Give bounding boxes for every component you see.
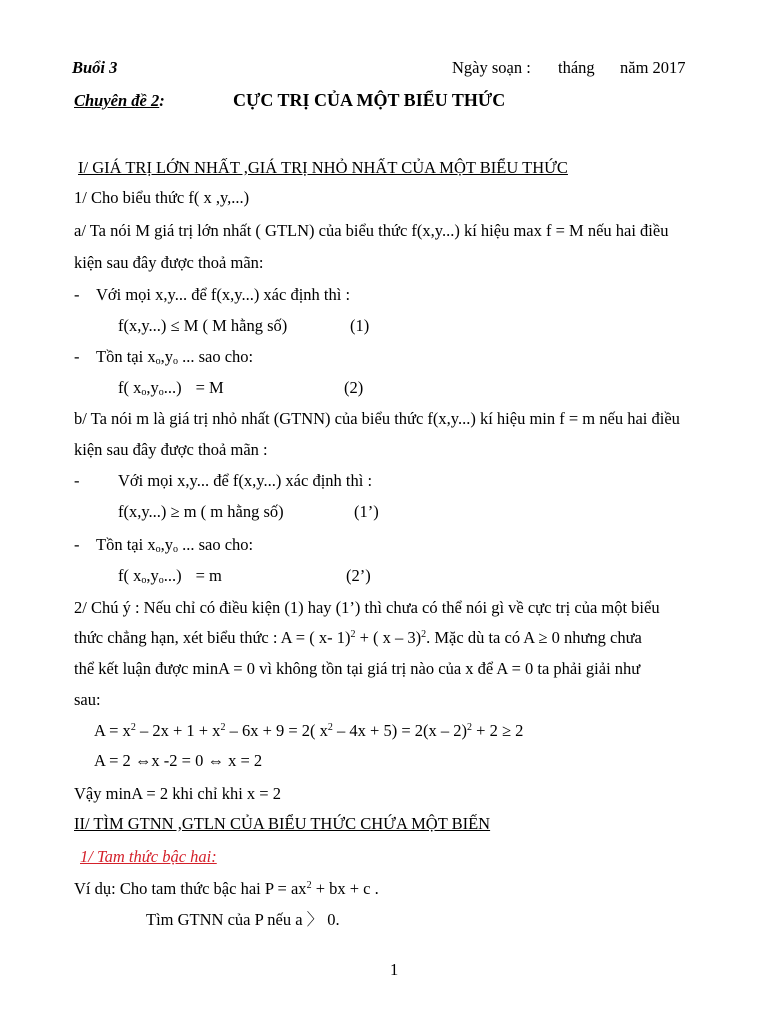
max-equation1: f(x,y...) ≤ M ( M hằng số) [118, 316, 288, 335]
superscript-2: 2 [306, 880, 312, 891]
min-equation1: f(x,y...) ≥ m ( m hằng số) [118, 502, 284, 521]
topic-label-text: Chuyên đề 2 [74, 91, 160, 110]
max-eq2-rhs: = M [195, 378, 224, 397]
subscript-o: o [155, 356, 161, 367]
year-label: năm 2017 [620, 58, 686, 77]
superscript-2: 2 [350, 629, 356, 640]
item1-text: 1/ Cho biểu thức f( x ,y,...) [74, 188, 250, 207]
subscript-o: o [172, 544, 178, 555]
f-close: ...) [163, 566, 182, 585]
bullet-dash: - [74, 471, 80, 490]
superscript-2: 2 [421, 629, 427, 640]
max-equation2 [118, 380, 224, 397]
topic-label [74, 93, 165, 110]
calculation-line2: A = 2 ⇔x -2 = 0 ⇔ x = 2 [94, 751, 263, 770]
example-b: + bx + c . [311, 879, 379, 898]
note-line1: 2/ Chú ý : Nếu chỉ có điều kiện (1) hay (1’) thì chưa có thể nói gì về cực trị của một biểu [74, 598, 660, 617]
calc-e: + 2 ≥ 2 [472, 721, 524, 740]
page-number: 1 [390, 960, 399, 979]
min-condition1: Với mọi x,y... để f(x,y...) xác định thì : [118, 471, 373, 490]
section2-heading: II/ TÌM GTNN ,GTLN CỦA BIỂU THỨC CHỨA MỘT BIẾN [74, 814, 491, 833]
superscript-2: 2 [467, 722, 473, 733]
f-open: f( x [118, 378, 142, 397]
f-close: ...) [163, 378, 182, 397]
month-label: tháng [558, 58, 595, 77]
calculation-line1 [94, 723, 523, 740]
note-b: + ( x – 3) [355, 628, 422, 647]
note-c: . Mặc dù ta có A ≥ 0 nhưng chưa [426, 628, 642, 647]
subscript-o: o [158, 575, 164, 586]
exist-y: ,y [160, 535, 173, 554]
f-comma: ,y [146, 378, 159, 397]
superscript-2: 2 [327, 722, 333, 733]
superscript-2: 2 [220, 722, 226, 733]
min-eq2-rhs: = m [195, 566, 222, 585]
exist-post: ... sao cho: [177, 347, 254, 366]
task-line: Tìm GTNN của P nếu a 〉 0. [146, 910, 340, 929]
note-line4: sau: [74, 690, 101, 709]
bullet-dash: - [74, 285, 80, 304]
conclusion: Vậy minA = 2 khi chỉ khi x = 2 [74, 784, 281, 803]
max-condition1: Với mọi x,y... để f(x,y...) xác định thì : [96, 285, 351, 304]
min-equation2 [118, 568, 222, 585]
calc-a: A = x [94, 721, 131, 740]
bullet-dash: - [74, 347, 80, 366]
page-title: CỰC TRỊ CỦA MỘT BIỂU THỨC [233, 90, 506, 110]
def-max-line1: a/ Ta nói M giá trị lớn nhất ( GTLN) của biểu thức f(x,y...) kí hiệu max f = M nếu hai điều [74, 221, 669, 240]
min-equation1-number: (1’) [354, 502, 379, 521]
subscript-o: o [141, 575, 147, 586]
calc-c: – 6x + 9 = 2( x [225, 721, 328, 740]
min-condition2 [96, 537, 253, 554]
def-max-line2: kiện sau đây được thoả mãn: [74, 253, 264, 272]
note-a: thức chẳng hạn, xét biểu thức : A = ( x- 1) [74, 628, 351, 647]
note-line3: thể kết luận được minA = 0 vì không tồn tại giá trị nào của x để A = 0 ta phải giải như [74, 659, 641, 678]
superscript-2: 2 [130, 722, 136, 733]
max-condition2 [96, 349, 253, 366]
example-line [74, 881, 379, 898]
def-min-line2: kiện sau đây được thoả mãn : [74, 440, 268, 459]
session-label: Buổi 3 [72, 58, 118, 77]
max-equation1-number: (1) [350, 316, 370, 335]
exist-y: ,y [160, 347, 173, 366]
subscript-o: o [141, 387, 147, 398]
calc-b: – 2x + 1 + x [135, 721, 221, 740]
f-comma: ,y [146, 566, 159, 585]
min-equation2-number: (2’) [346, 566, 371, 585]
max-equation2-number: (2) [344, 378, 364, 397]
bullet-dash: - [74, 535, 80, 554]
subsection-heading: 1/ Tam thức bậc hai: [80, 847, 217, 866]
exist-post: ... sao cho: [177, 535, 254, 554]
f-open: f( x [118, 566, 142, 585]
subscript-o: o [172, 356, 178, 367]
example-a: Ví dụ: Cho tam thức bậc hai P = ax [74, 879, 307, 898]
note-line2 [74, 630, 642, 647]
section1-heading: I/ GIÁ TRỊ LỚN NHẤT ,GIÁ TRỊ NHỎ NHẤT CỦA MỘT BIỂU THỨC [78, 158, 568, 177]
subscript-o: o [158, 387, 164, 398]
exist-pre: Tồn tại x [96, 347, 156, 366]
topic-colon: : [159, 91, 165, 110]
date-label: Ngày soạn : [452, 58, 531, 77]
exist-pre: Tồn tại x [96, 535, 156, 554]
def-min-line1: b/ Ta nói m là giá trị nhỏ nhất (GTNN) của biểu thức f(x,y...) kí hiệu min f = m nếu hai điều [74, 409, 680, 428]
calc-d: – 4x + 5) = 2(x – 2) [332, 721, 468, 740]
subscript-o: o [155, 544, 161, 555]
